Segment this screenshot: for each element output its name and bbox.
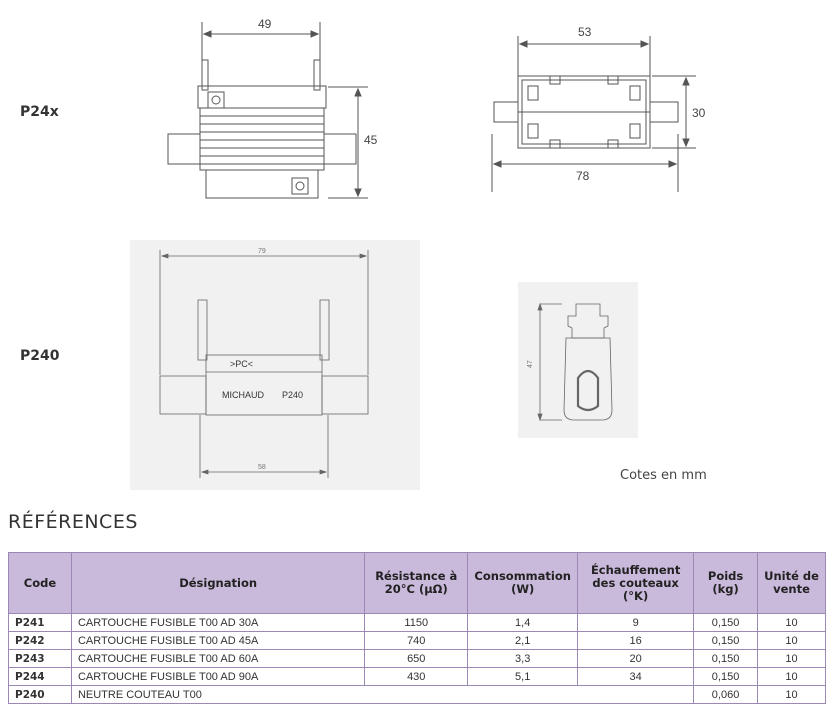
- cell-designation: CARTOUCHE FUSIBLE T00 AD 60A: [71, 650, 364, 668]
- plate-mark: >PC<: [230, 359, 254, 369]
- table-row: [9, 650, 826, 668]
- table-row: [9, 632, 826, 650]
- cell-poids: 0,150: [694, 668, 758, 686]
- dim-47: 47: [527, 360, 534, 368]
- cell-designation: CARTOUCHE FUSIBLE T00 AD 45A: [71, 632, 364, 650]
- references-table: [8, 552, 826, 704]
- units-note: Cotes en mm: [620, 468, 707, 483]
- dim-58: 58: [258, 464, 266, 471]
- table-row: [9, 686, 826, 704]
- cell-echauffement: 20: [578, 650, 694, 668]
- p24x-top-drawing: [480, 14, 720, 204]
- cell-consommation: 1,4: [468, 614, 578, 632]
- cell-echauffement: 34: [578, 668, 694, 686]
- cell-unite: 10: [758, 632, 826, 650]
- plate-model: P240: [282, 390, 304, 400]
- cell-resistance: 740: [365, 632, 468, 650]
- dim-78: 78: [576, 169, 590, 183]
- p240-front-drawing: [130, 240, 420, 490]
- dim-45: 45: [364, 133, 378, 147]
- plate-brand: MICHAUD: [222, 390, 264, 400]
- header-designation: Désignation: [71, 553, 364, 614]
- cell-unite: 10: [758, 686, 826, 704]
- cell-poids: 0,150: [694, 632, 758, 650]
- cell-poids: 0,060: [694, 686, 758, 704]
- cell-consommation: 2,1: [468, 632, 578, 650]
- header-consommation: Consommation (W): [468, 553, 578, 614]
- header-echauffement: Échauffement des couteaux (°K): [578, 553, 694, 614]
- dim-30: 30: [692, 106, 706, 120]
- dim-53: 53: [578, 25, 592, 39]
- table-row: [9, 614, 826, 632]
- cell-echauffement: 9: [578, 614, 694, 632]
- cell-unite: 10: [758, 650, 826, 668]
- header-poids: Poids (kg): [694, 553, 758, 614]
- p24x-front-drawing: [150, 12, 390, 212]
- p240-side-drawing: [518, 282, 638, 438]
- cell-unite: 10: [758, 668, 826, 686]
- cell-echauffement: 16: [578, 632, 694, 650]
- cell-designation: CARTOUCHE FUSIBLE T00 AD 90A: [71, 668, 364, 686]
- dim-49: 49: [258, 17, 272, 31]
- cell-consommation: 5,1: [468, 668, 578, 686]
- cell-unite: 10: [758, 614, 826, 632]
- cell-code: P243: [9, 650, 72, 668]
- cell-poids: 0,150: [694, 650, 758, 668]
- cell-designation: CARTOUCHE FUSIBLE T00 AD 30A: [71, 614, 364, 632]
- label-p240: P240: [20, 348, 60, 364]
- cell-poids: 0,150: [694, 614, 758, 632]
- cell-code: P240: [9, 686, 72, 704]
- cell-code: P241: [9, 614, 72, 632]
- cell-designation: NEUTRE COUTEAU T00: [71, 686, 693, 704]
- cell-resistance: 650: [365, 650, 468, 668]
- cell-resistance: 430: [365, 668, 468, 686]
- header-code: Code: [9, 553, 72, 614]
- header-resistance: Résistance à 20°C (µΩ): [365, 553, 468, 614]
- section-title: RÉFÉRENCES: [8, 511, 138, 533]
- cell-consommation: 3,3: [468, 650, 578, 668]
- dim-79: 79: [258, 248, 266, 255]
- label-p24x: P24x: [20, 104, 59, 120]
- cell-code: P244: [9, 668, 72, 686]
- cell-resistance: 1150: [365, 614, 468, 632]
- cell-code: P242: [9, 632, 72, 650]
- table-row: [9, 668, 826, 686]
- header-unite: Unité de vente: [758, 553, 826, 614]
- table-header-row: [9, 553, 826, 614]
